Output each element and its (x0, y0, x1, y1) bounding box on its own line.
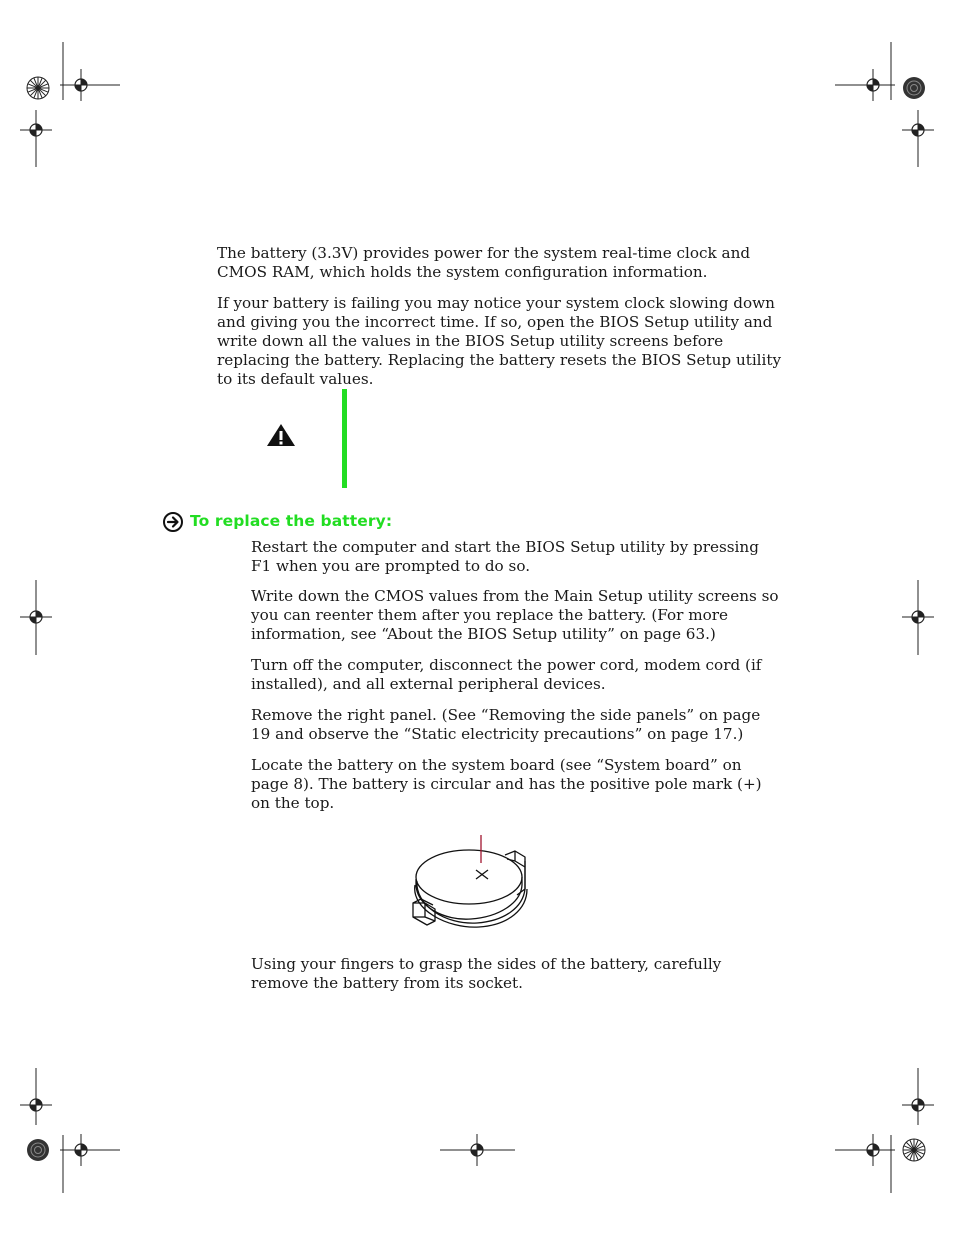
intro-paragraph-1: The battery (3.3V) provides power for the system real-time clock and CMOS RAM, which holds the system configuration information. (217, 244, 751, 281)
intro-paragraph-2: If your battery is failing you may notice your system clock slowing down and giving you the incorrect time. If so, open the BIOS Setup utility and write down all the values in the BIOS Setup utility screens before replacing the battery. Replacing the battery resets the BIOS Setup utility to its default values. (217, 294, 782, 388)
step-3: Turn off the computer, disconnect the power cord, modem cord (if installed), and all external peripheral devices. (251, 656, 762, 693)
step-5: Locate the battery on the system board (see “System board” on page 8). The battery is circular and has the positive pole mark (+) on the top. (251, 756, 762, 812)
arrow-circle-icon (162, 511, 184, 533)
step-2: Write down the CMOS values from the Main Setup utility screens so you can reenter them after you replace the battery. (For more information, see “About the BIOS Setup utility” on page 63.) (251, 587, 779, 643)
step-1: Restart the computer and start the BIOS Setup utility by pressing F1 when you are prompted to do so. (251, 538, 759, 575)
warning-triangle-icon (265, 422, 297, 448)
procedure-heading: To replace the battery: (190, 512, 393, 530)
warning-accent-bar (342, 389, 347, 488)
step-4: Remove the right panel. (See “Removing the side panels” on page 19 and observe the “Static electricity precautions” on page 17.) (251, 706, 761, 743)
step-6: Using your fingers to grasp the sides of the battery, carefully remove the battery from its socket. (251, 955, 722, 992)
battery-illustration (405, 833, 535, 933)
